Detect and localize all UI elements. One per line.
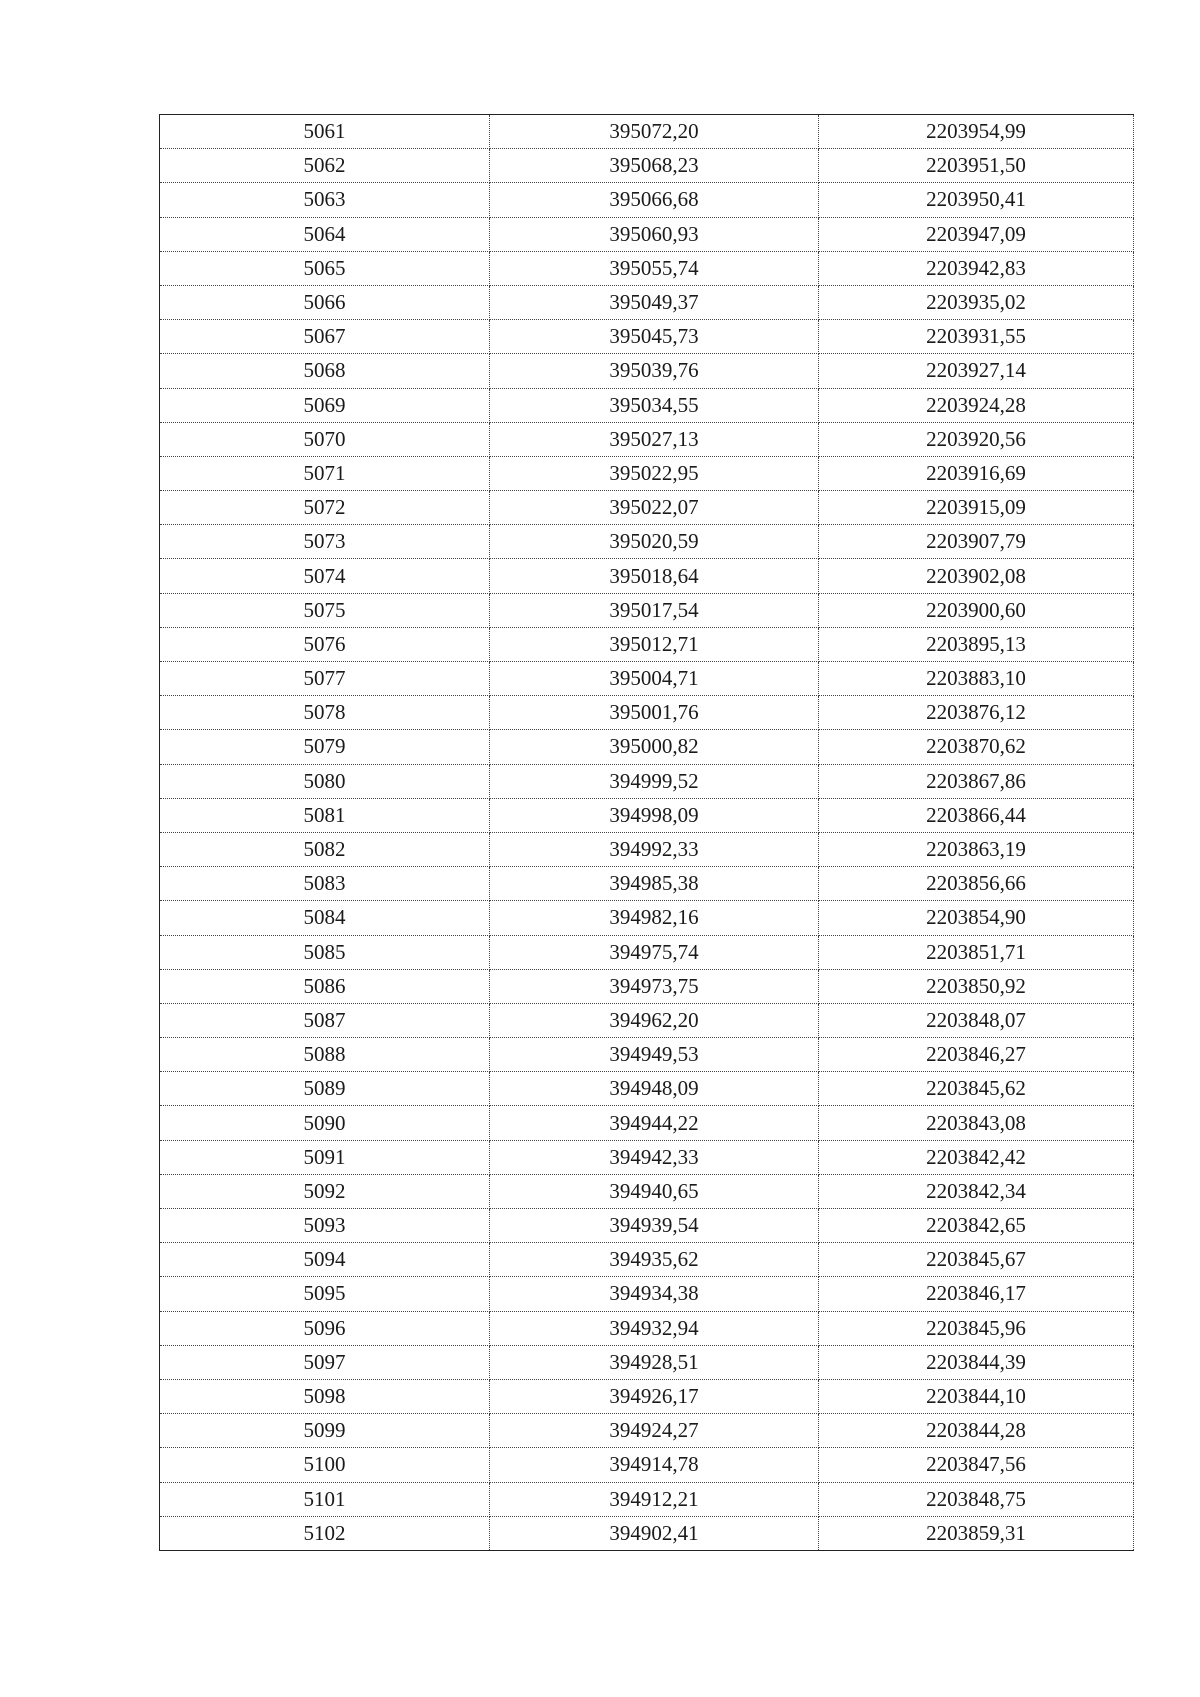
x-coordinate-cell: 395072,20 [490,115,819,149]
point-number-cell: 5061 [160,115,490,149]
table-row [160,149,1134,183]
table-row [160,559,1134,593]
x-coordinate-cell: 395039,76 [490,354,819,388]
x-coordinate-cell: 395034,55 [490,388,819,422]
point-number-cell: 5088 [160,1038,490,1072]
x-coordinate-cell: 394939,54 [490,1209,819,1243]
table-row [160,935,1134,969]
point-number-cell: 5063 [160,183,490,217]
y-coordinate-cell: 2203935,02 [819,285,1134,319]
y-coordinate-cell: 2203931,55 [819,320,1134,354]
point-number-cell: 5097 [160,1345,490,1379]
point-number-cell: 5091 [160,1140,490,1174]
x-coordinate-cell: 395012,71 [490,627,819,661]
point-number-cell: 5085 [160,935,490,969]
y-coordinate-cell: 2203927,14 [819,354,1134,388]
x-coordinate-cell: 394949,53 [490,1038,819,1072]
table-row [160,1038,1134,1072]
point-number-cell: 5083 [160,867,490,901]
table-row [160,115,1134,149]
x-coordinate-cell: 395020,59 [490,525,819,559]
table-row [160,285,1134,319]
table-row [160,1311,1134,1345]
x-coordinate-cell: 394928,51 [490,1345,819,1379]
y-coordinate-cell: 2203866,44 [819,798,1134,832]
point-number-cell: 5075 [160,593,490,627]
x-coordinate-cell: 394940,65 [490,1174,819,1208]
x-coordinate-cell: 394902,41 [490,1516,819,1550]
point-number-cell: 5092 [160,1174,490,1208]
table-row [160,1072,1134,1106]
point-number-cell: 5094 [160,1243,490,1277]
y-coordinate-cell: 2203842,34 [819,1174,1134,1208]
y-coordinate-cell: 2203845,67 [819,1243,1134,1277]
x-coordinate-cell: 395022,95 [490,456,819,490]
y-coordinate-cell: 2203870,62 [819,730,1134,764]
point-number-cell: 5095 [160,1277,490,1311]
x-coordinate-cell: 394962,20 [490,1003,819,1037]
x-coordinate-cell: 394975,74 [490,935,819,969]
point-number-cell: 5069 [160,388,490,422]
y-coordinate-cell: 2203844,10 [819,1379,1134,1413]
y-coordinate-cell: 2203847,56 [819,1448,1134,1482]
point-number-cell: 5099 [160,1414,490,1448]
y-coordinate-cell: 2203907,79 [819,525,1134,559]
point-number-cell: 5090 [160,1106,490,1140]
x-coordinate-cell: 394992,33 [490,832,819,866]
x-coordinate-cell: 395000,82 [490,730,819,764]
y-coordinate-cell: 2203844,28 [819,1414,1134,1448]
table-row [160,1448,1134,1482]
point-number-cell: 5070 [160,422,490,456]
x-coordinate-cell: 394998,09 [490,798,819,832]
x-coordinate-cell: 395018,64 [490,559,819,593]
point-number-cell: 5101 [160,1482,490,1516]
point-number-cell: 5079 [160,730,490,764]
x-coordinate-cell: 395045,73 [490,320,819,354]
y-coordinate-cell: 2203850,92 [819,969,1134,1003]
table-row [160,1414,1134,1448]
point-number-cell: 5098 [160,1379,490,1413]
table-row [160,1482,1134,1516]
y-coordinate-cell: 2203842,42 [819,1140,1134,1174]
x-coordinate-cell: 394999,52 [490,764,819,798]
point-number-cell: 5084 [160,901,490,935]
y-coordinate-cell: 2203844,39 [819,1345,1134,1379]
point-number-cell: 5078 [160,696,490,730]
point-number-cell: 5064 [160,217,490,251]
table-row [160,183,1134,217]
x-coordinate-cell: 395060,93 [490,217,819,251]
y-coordinate-cell: 2203863,19 [819,832,1134,866]
point-number-cell: 5073 [160,525,490,559]
point-number-cell: 5065 [160,251,490,285]
table-row [160,593,1134,627]
table-row [160,1106,1134,1140]
table-row [160,832,1134,866]
x-coordinate-cell: 394932,94 [490,1311,819,1345]
x-coordinate-cell: 394982,16 [490,901,819,935]
table-row [160,1140,1134,1174]
point-number-cell: 5086 [160,969,490,1003]
x-coordinate-cell: 394944,22 [490,1106,819,1140]
y-coordinate-cell: 2203924,28 [819,388,1134,422]
table-row [160,491,1134,525]
point-number-cell: 5076 [160,627,490,661]
x-coordinate-cell: 395055,74 [490,251,819,285]
table-row [160,901,1134,935]
x-coordinate-cell: 394926,17 [490,1379,819,1413]
y-coordinate-cell: 2203851,71 [819,935,1134,969]
x-coordinate-cell: 395049,37 [490,285,819,319]
y-coordinate-cell: 2203895,13 [819,627,1134,661]
point-number-cell: 5080 [160,764,490,798]
table-row [160,1003,1134,1037]
table-row [160,525,1134,559]
point-number-cell: 5093 [160,1209,490,1243]
y-coordinate-cell: 2203856,66 [819,867,1134,901]
coordinates-table [159,114,1134,1551]
point-number-cell: 5066 [160,285,490,319]
y-coordinate-cell: 2203845,96 [819,1311,1134,1345]
y-coordinate-cell: 2203867,86 [819,764,1134,798]
table-row [160,217,1134,251]
table-row [160,662,1134,696]
point-number-cell: 5072 [160,491,490,525]
x-coordinate-cell: 394914,78 [490,1448,819,1482]
x-coordinate-cell: 394985,38 [490,867,819,901]
coordinates-table-body [160,115,1134,1551]
x-coordinate-cell: 394912,21 [490,1482,819,1516]
point-number-cell: 5102 [160,1516,490,1550]
y-coordinate-cell: 2203859,31 [819,1516,1134,1550]
y-coordinate-cell: 2203902,08 [819,559,1134,593]
y-coordinate-cell: 2203951,50 [819,149,1134,183]
y-coordinate-cell: 2203915,09 [819,491,1134,525]
y-coordinate-cell: 2203900,60 [819,593,1134,627]
y-coordinate-cell: 2203842,65 [819,1209,1134,1243]
table-row [160,730,1134,764]
y-coordinate-cell: 2203954,99 [819,115,1134,149]
table-row [160,1209,1134,1243]
table-row [160,798,1134,832]
point-number-cell: 5074 [160,559,490,593]
y-coordinate-cell: 2203845,62 [819,1072,1134,1106]
point-number-cell: 5096 [160,1311,490,1345]
y-coordinate-cell: 2203848,07 [819,1003,1134,1037]
x-coordinate-cell: 395068,23 [490,149,819,183]
y-coordinate-cell: 2203846,27 [819,1038,1134,1072]
x-coordinate-cell: 395066,68 [490,183,819,217]
x-coordinate-cell: 394973,75 [490,969,819,1003]
point-number-cell: 5077 [160,662,490,696]
table-row [160,696,1134,730]
table-row [160,867,1134,901]
point-number-cell: 5081 [160,798,490,832]
y-coordinate-cell: 2203846,17 [819,1277,1134,1311]
x-coordinate-cell: 395004,71 [490,662,819,696]
y-coordinate-cell: 2203843,08 [819,1106,1134,1140]
x-coordinate-cell: 394935,62 [490,1243,819,1277]
x-coordinate-cell: 394942,33 [490,1140,819,1174]
point-number-cell: 5082 [160,832,490,866]
y-coordinate-cell: 2203920,56 [819,422,1134,456]
table-row [160,320,1134,354]
point-number-cell: 5062 [160,149,490,183]
table-row [160,969,1134,1003]
x-coordinate-cell: 395017,54 [490,593,819,627]
table-row [160,251,1134,285]
table-row [160,456,1134,490]
table-row [160,1345,1134,1379]
point-number-cell: 5071 [160,456,490,490]
table-row [160,764,1134,798]
x-coordinate-cell: 395027,13 [490,422,819,456]
x-coordinate-cell: 394934,38 [490,1277,819,1311]
y-coordinate-cell: 2203942,83 [819,251,1134,285]
y-coordinate-cell: 2203854,90 [819,901,1134,935]
point-number-cell: 5068 [160,354,490,388]
x-coordinate-cell: 394948,09 [490,1072,819,1106]
point-number-cell: 5087 [160,1003,490,1037]
y-coordinate-cell: 2203950,41 [819,183,1134,217]
table-row [160,422,1134,456]
y-coordinate-cell: 2203848,75 [819,1482,1134,1516]
y-coordinate-cell: 2203947,09 [819,217,1134,251]
y-coordinate-cell: 2203883,10 [819,662,1134,696]
point-number-cell: 5100 [160,1448,490,1482]
table-row [160,1516,1134,1550]
x-coordinate-cell: 395022,07 [490,491,819,525]
table-row [160,1243,1134,1277]
table-row [160,354,1134,388]
x-coordinate-cell: 395001,76 [490,696,819,730]
table-row [160,1174,1134,1208]
point-number-cell: 5067 [160,320,490,354]
y-coordinate-cell: 2203876,12 [819,696,1134,730]
table-row [160,388,1134,422]
point-number-cell: 5089 [160,1072,490,1106]
y-coordinate-cell: 2203916,69 [819,456,1134,490]
x-coordinate-cell: 394924,27 [490,1414,819,1448]
table-row [160,1277,1134,1311]
table-row [160,627,1134,661]
table-row [160,1379,1134,1413]
